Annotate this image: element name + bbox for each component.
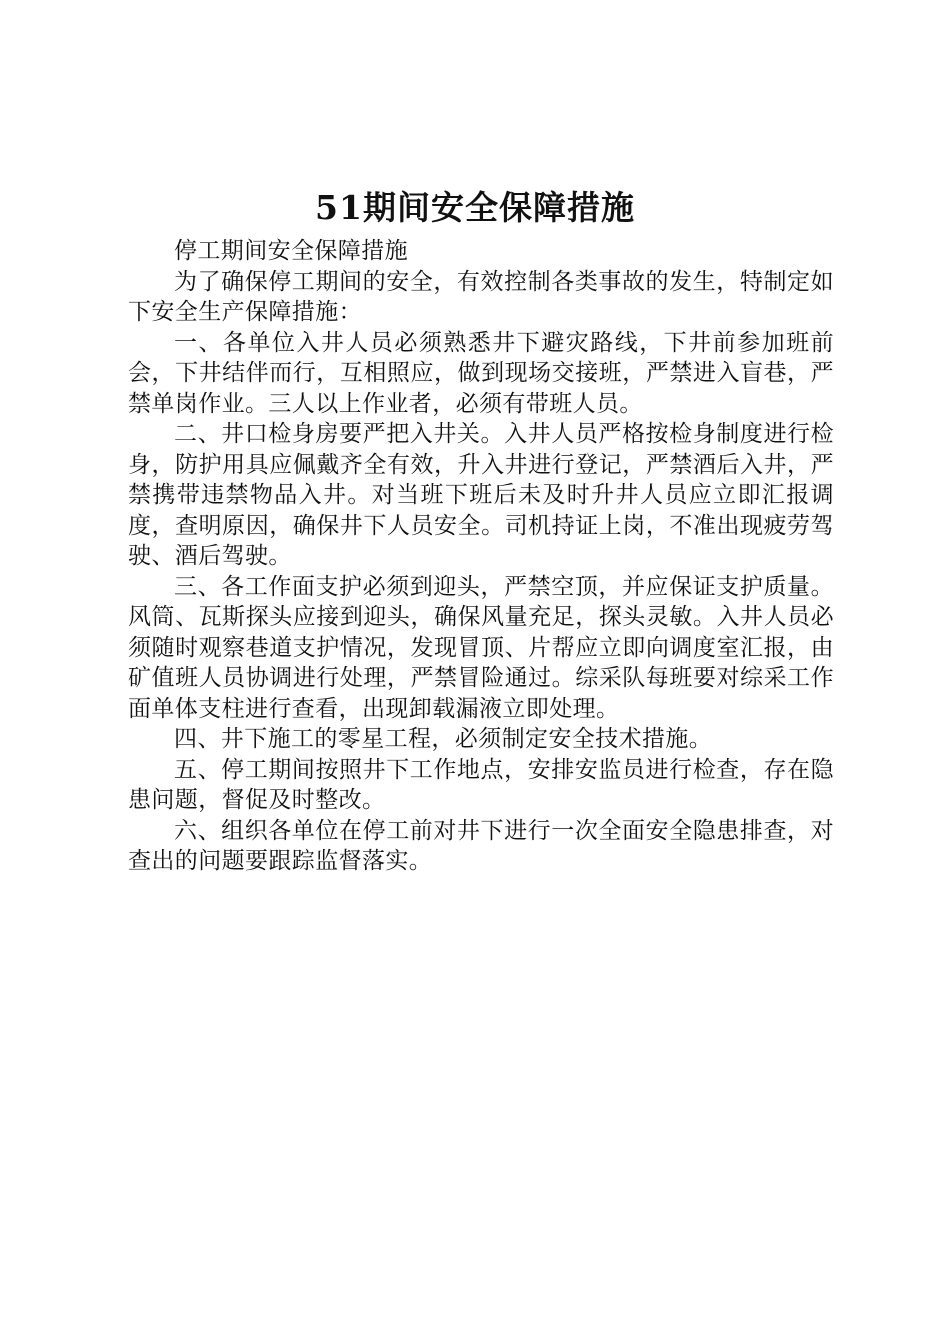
paragraph-subtitle: 停工期间安全保障措施 bbox=[174, 238, 408, 264]
paragraph-item-3: 三、各工作面支护必须到迎头，严禁空顶，并应保证支护质量。风筒、瓦斯探头应接到迎头，确保风量充足，探头灵敏。入井人员必须随时观察巷道支护情况，发现冒顶、片帮应立即向调度室汇报，由矿值班人员协调进行处理，严禁冒险通过。综采队每班要对综采工作面单体支柱进行查看，出现卸载漏液立即处理。 bbox=[128, 573, 834, 722]
paragraph-item-5: 五、停工期间按照井下工作地点，安排安监员进行检查，存在隐患问题，督促及时整改。 bbox=[128, 756, 834, 813]
paragraph-item-4: 四、井下施工的零星工程，必须制定安全技术措施。 bbox=[174, 726, 713, 752]
paragraph-item-6: 六、组织各单位在停工前对井下进行一次全面安全隐患排查，对查出的问题要跟踪监督落实。 bbox=[128, 817, 834, 874]
paragraph-item-1: 一、各单位入井人员必须熟悉井下避灾路线，下井前参加班前会，下井结伴而行，互相照应，做到现场交接班，严禁进入盲巷，严禁单岗作业。三人以上作业者，必须有带班人员。 bbox=[128, 329, 834, 417]
paragraph-item-2: 二、井口检身房要严把入井关。入井人员严格按检身制度进行检身，防护用具应佩戴齐全有效，升入井进行登记，严禁酒后入井，严禁携带违禁物品入井。对当班下班后未及时升井人员应立即汇报调度，查明原因，确保井下人员安全。司机持证上岗，不准出现疲劳驾驶、酒后驾驶。 bbox=[128, 421, 834, 569]
document-title: 51期间安全保障措施 bbox=[315, 188, 635, 227]
document-body bbox=[128, 236, 834, 877]
paragraph-intro: 为了确保停工期间的安全，有效控制各类事故的发生，特制定如下安全生产保障措施： bbox=[128, 268, 834, 325]
